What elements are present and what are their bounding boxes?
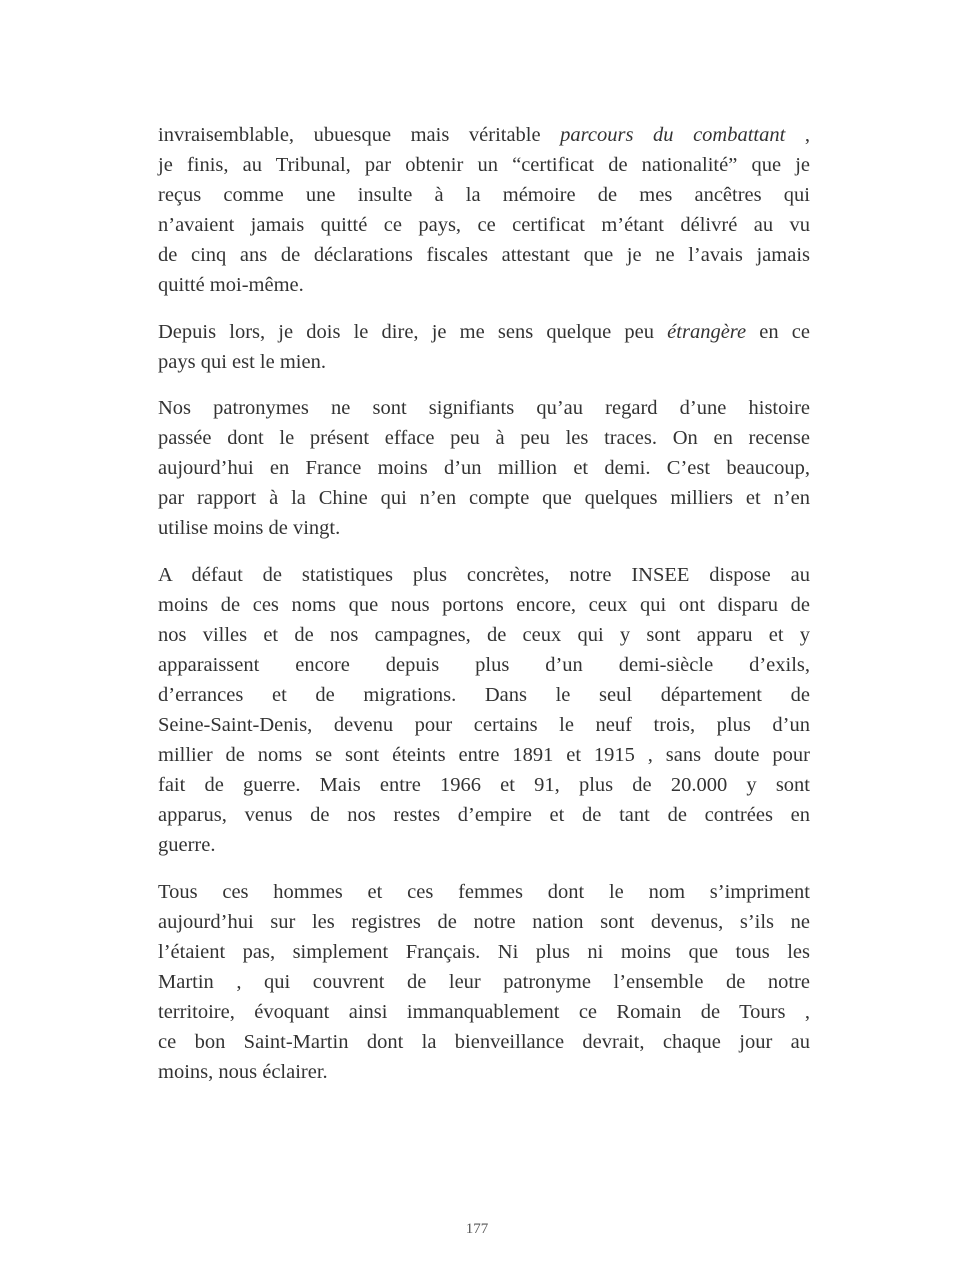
text-line: nos villes et de nos campagnes, de ceux qui y sont apparu et y (158, 624, 810, 646)
paragraph-2 (158, 317, 810, 377)
text-line: de cinq ans de déclarations fiscales attestant que je ne l’avais jamais (158, 244, 810, 266)
text-line: ce bon Saint-Martin dont la bienveillance devrait, chaque jour au (158, 1031, 810, 1053)
text-line: fait de guerre. Mais entre 1966 et 91, plus de 20.000 y sont (158, 774, 810, 796)
paragraph-1 (158, 120, 810, 300)
paragraph-5 (158, 877, 810, 1087)
text-line: guerre. (158, 834, 216, 856)
text-line: utilise moins de vingt. (158, 517, 341, 539)
text-line: moins de ces noms que nous portons encore, ceux qui ont disparu de (158, 594, 810, 616)
text-line: passée dont le présent efface peu à peu les traces. On en recense (158, 427, 810, 449)
text-line: d’errances et de migrations. Dans le seul département de (158, 684, 810, 706)
text-run: en ce (746, 321, 810, 343)
text-line (158, 317, 810, 347)
text-line: n’avaient jamais quitté ce pays, ce certificat m’étant délivré au vu (158, 214, 810, 236)
text-line: quitté moi-même. (158, 274, 304, 296)
text-line: A défaut de statistiques plus concrètes, notre INSEE dispose au (158, 564, 810, 586)
text-line: pays qui est le mien. (158, 351, 326, 373)
text-line: par rapport à la Chine qui n’en compte que quelques milliers et n’en (158, 487, 810, 509)
text-line: Tous ces hommes et ces femmes dont le nom s’impriment (158, 881, 810, 903)
italic-word: étrangère (667, 321, 747, 343)
text-line: Nos patronymes ne sont signifiants qu’au regard d’une histoire (158, 397, 810, 419)
text-line: aujourd’hui sur les registres de notre nation sont devenus, s’ils ne (158, 911, 810, 933)
text-line: apparaissent encore depuis plus d’un demi-siècle d’exils, (158, 654, 810, 676)
text-line: apparus, venus de nos restes d’empire et de tant de contrées en (158, 804, 810, 826)
text-line: millier de noms se sont éteints entre 1891 et 1915 , sans doute pour (158, 744, 810, 766)
text-line: aujourd’hui en France moins d’un million et demi. C’est beaucoup, (158, 457, 810, 479)
text-run: Depuis lors, je dois le dire, je me sens quelque peu (158, 321, 668, 343)
text-line: territoire, évoquant ainsi immanquablement ce Romain de Tours , (158, 1001, 810, 1023)
paragraph-4 (158, 560, 810, 860)
text-line: reçus comme une insulte à la mémoire de mes ancêtres qui (158, 184, 810, 206)
text-run: , (785, 124, 811, 146)
paragraph-3 (158, 393, 810, 543)
text-run: invraisemblable, ubuesque mais véritable (158, 124, 561, 146)
text-line: moins, nous éclairer. (158, 1061, 328, 1083)
text-line: je finis, au Tribunal, par obtenir un “certificat de nationalité” que je (158, 154, 810, 176)
text-line: l’étaient pas, simplement Français. Ni plus ni moins que tous les (158, 941, 810, 963)
text-line (158, 120, 810, 150)
text-line: Martin , qui couvrent de leur patronyme l’ensemble de notre (158, 971, 810, 993)
text-line: Seine-Saint-Denis, devenu pour certains le neuf trois, plus d’un (158, 714, 810, 736)
page-number: 177 (465, 1221, 489, 1237)
italic-phrase: parcours du combattant (560, 124, 786, 146)
